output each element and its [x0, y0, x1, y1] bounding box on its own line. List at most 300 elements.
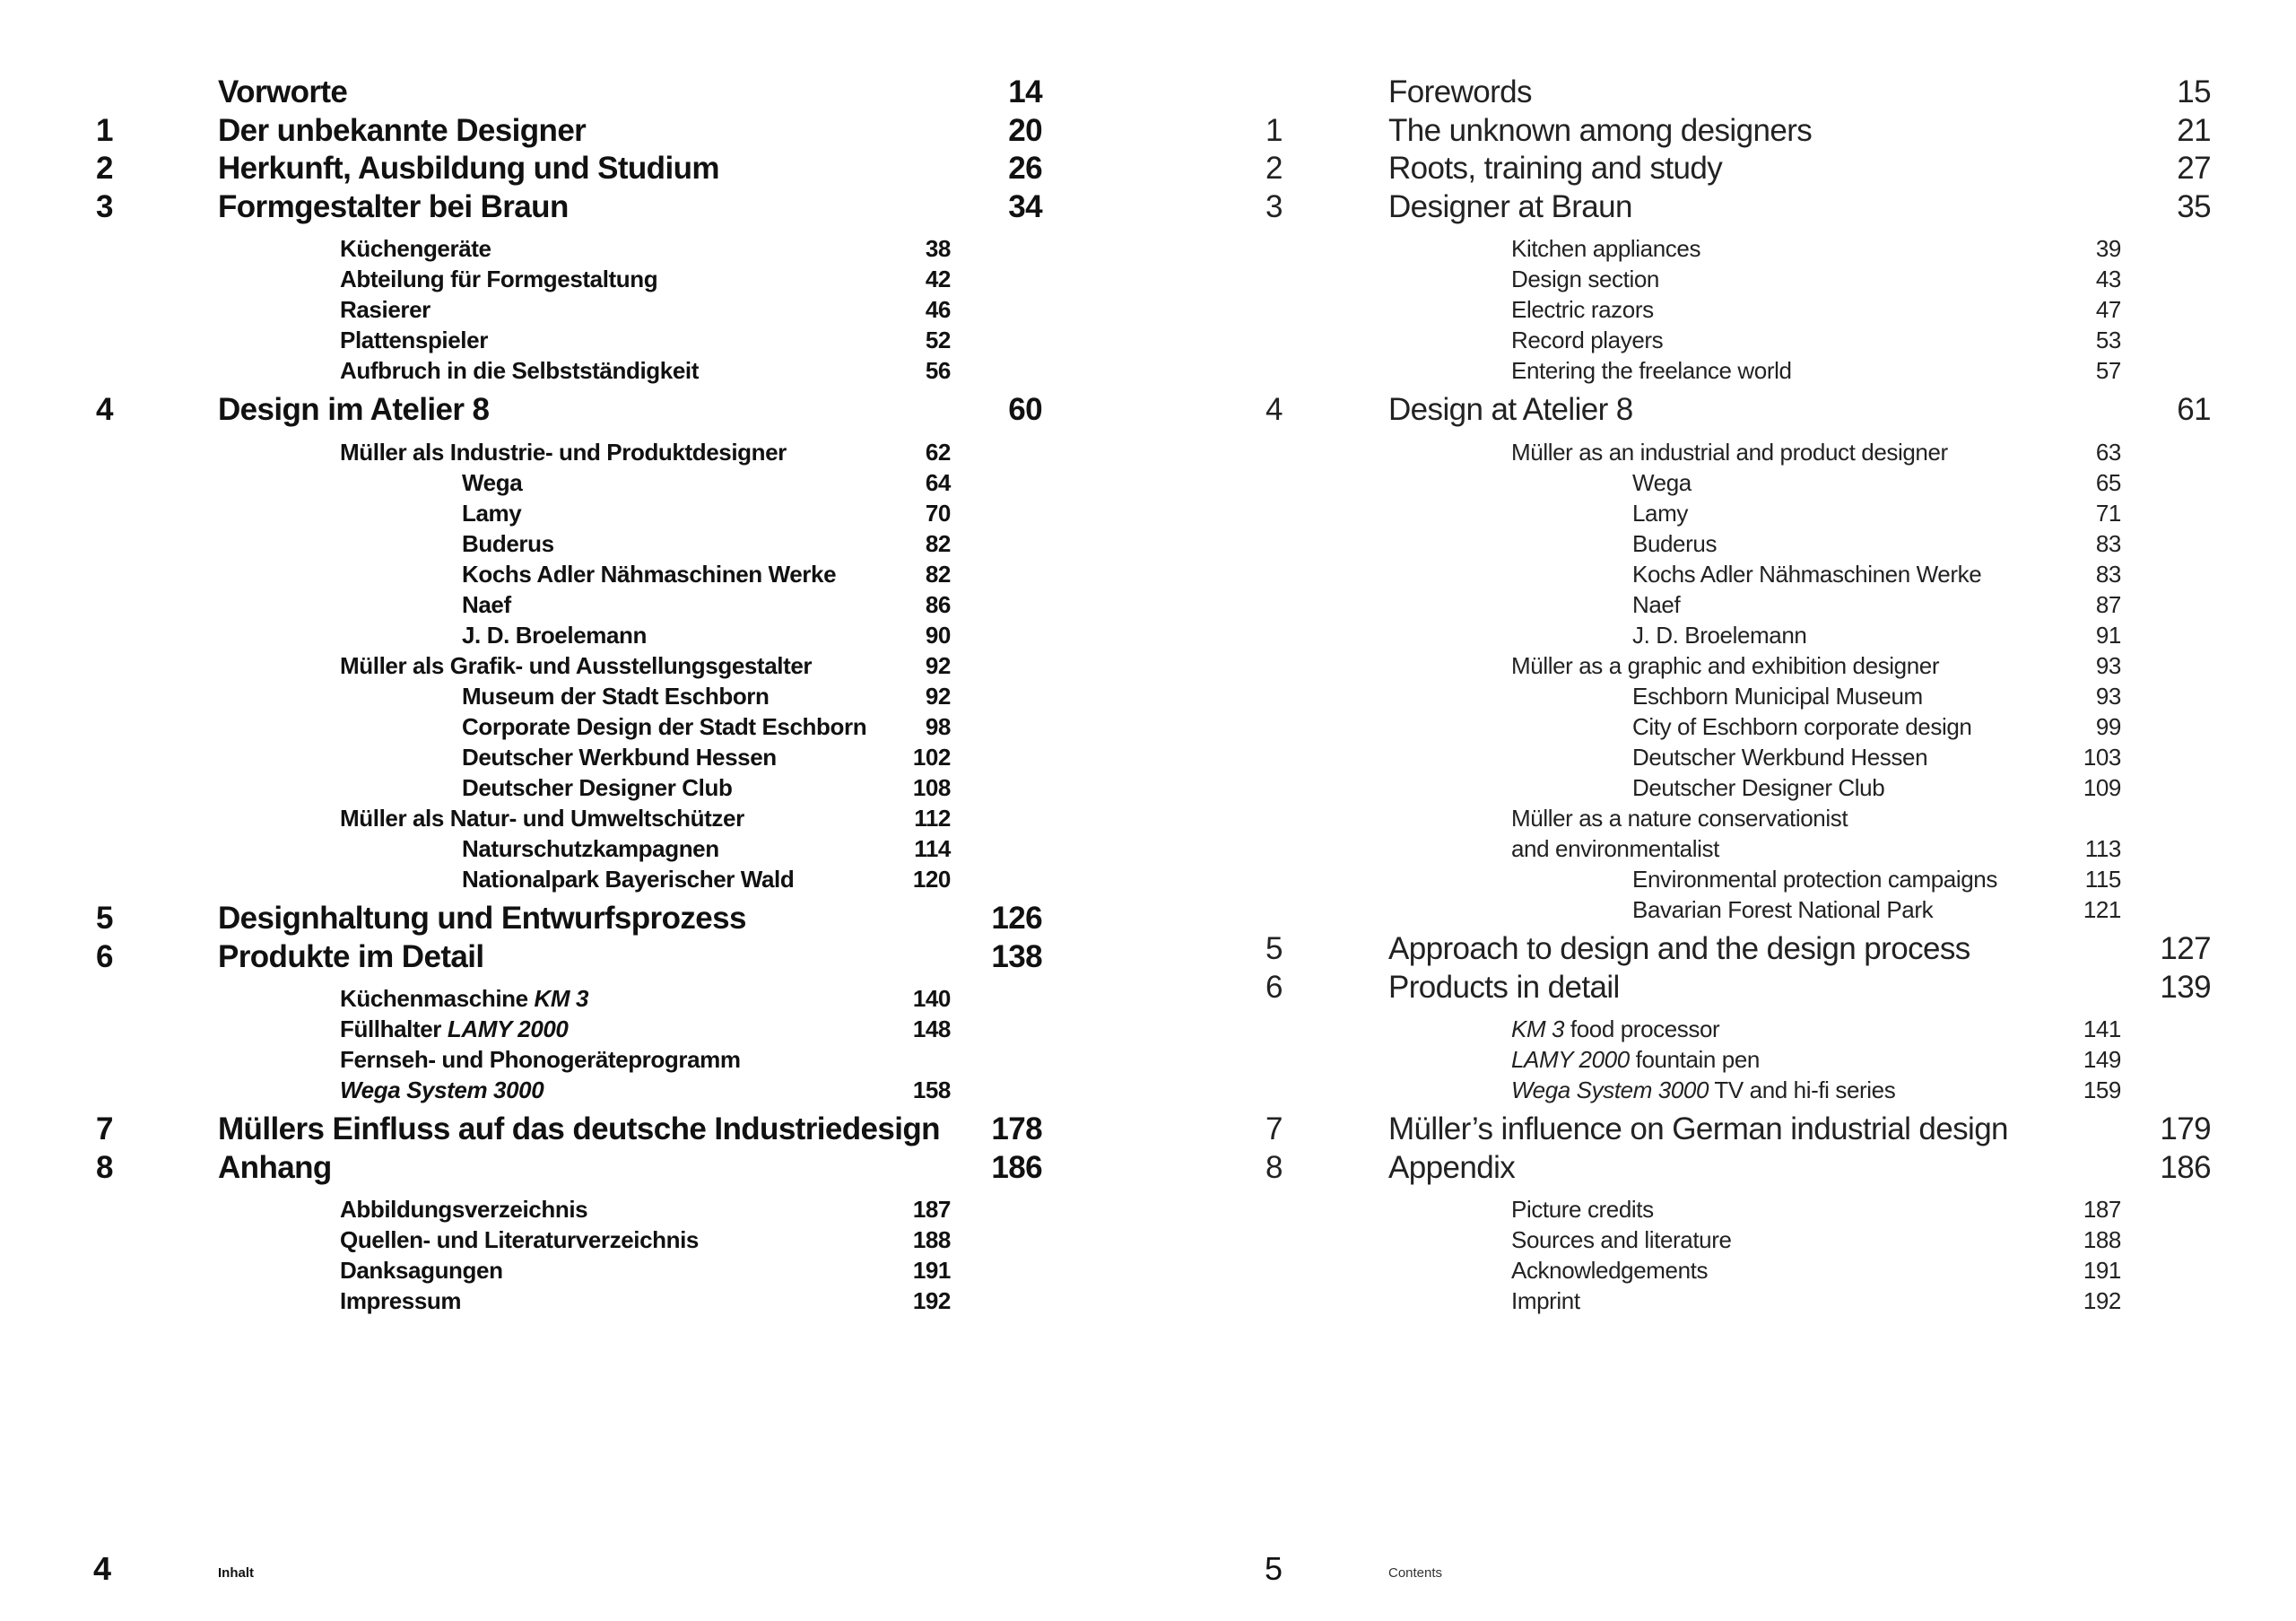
entry-page-number: 57	[2095, 357, 2121, 385]
entry-title-part: Kochs Adler Nähmaschinen Werke	[462, 560, 837, 588]
entry-title-part: Design at Atelier 8	[1388, 392, 1633, 428]
toc-section-entry[interactable]	[1148, 355, 2296, 386]
chapter-number: 2	[1265, 151, 1283, 187]
entry-title-part: Impressum	[340, 1287, 462, 1315]
toc-subsection-entry[interactable]	[1148, 772, 2296, 803]
toc-section-entry[interactable]	[1148, 1224, 2296, 1255]
entry-title-part: Produkte im Detail	[218, 938, 484, 974]
toc-section-entry[interactable]	[0, 1194, 1148, 1224]
entry-title-part: Buderus	[462, 529, 554, 557]
entry-page-number: 52	[925, 327, 951, 354]
entry-page-number: 192	[2083, 1287, 2121, 1315]
toc-subsection-entry[interactable]	[0, 864, 1148, 894]
entry-title	[218, 188, 569, 227]
chapter-number: 8	[1265, 1149, 1283, 1185]
toc-subsection-entry[interactable]	[1148, 620, 2296, 650]
toc-section-entry[interactable]	[0, 233, 1148, 264]
entry-title-part: Abteilung für Formgestaltung	[340, 266, 658, 293]
entry-title-part: Deutscher Werkbund Hessen	[1632, 743, 1928, 771]
running-title: Contents	[1388, 1565, 1443, 1581]
entry-title-part: J. D. Broelemann	[462, 621, 647, 649]
entry-title	[462, 772, 732, 803]
entry-title	[340, 325, 488, 355]
toc-chapter-entry[interactable]	[0, 1149, 1148, 1188]
entry-page-number: 63	[2095, 438, 2121, 466]
chapter-number: 1	[1265, 112, 1283, 148]
entry-page-number: 26	[1008, 151, 1042, 187]
entry-title	[1511, 264, 1659, 294]
toc-subsection-entry[interactable]	[0, 467, 1148, 498]
entry-title-part: Corporate Design der Stadt Eschborn	[462, 712, 867, 740]
entry-title	[1511, 1255, 1708, 1285]
entry-title	[218, 938, 484, 977]
toc-subsection-entry[interactable]	[0, 559, 1148, 589]
toc-subsection-entry[interactable]	[1148, 894, 2296, 925]
toc-chapter-entry[interactable]	[0, 900, 1148, 938]
toc-section-entry[interactable]	[1148, 325, 2296, 355]
entry-title-part: Küchengeräte	[340, 235, 491, 263]
entry-title	[1632, 589, 1680, 620]
toc-subsection-entry[interactable]	[1148, 559, 2296, 589]
entry-title	[462, 833, 719, 864]
entry-title	[218, 74, 347, 112]
entry-title	[340, 1014, 569, 1044]
entry-title-part: Danksagungen	[340, 1257, 503, 1285]
entry-page-number: 108	[912, 773, 951, 801]
entry-title	[218, 391, 489, 430]
entry-title-part: Quellen- und Literaturverzeichnis	[340, 1226, 699, 1254]
entry-title-part: Rasierer	[340, 296, 430, 324]
page-number: 4	[93, 1550, 112, 1587]
toc-subsection-entry[interactable]	[0, 833, 1148, 864]
entry-title-part: Naturschutzkampagnen	[462, 834, 719, 862]
toc-subsection-entry[interactable]	[0, 528, 1148, 559]
entry-page-number: 103	[2083, 743, 2121, 771]
toc-subsection-entry[interactable]	[1148, 711, 2296, 742]
entry-title	[1511, 355, 1792, 386]
entry-title	[340, 264, 657, 294]
entry-page-number: 115	[2084, 865, 2121, 893]
entry-title-part: Naef	[462, 590, 511, 618]
entry-title-part: Deutscher Designer Club	[462, 773, 733, 801]
entry-title	[1632, 864, 1997, 894]
entry-title	[1511, 803, 1848, 833]
toc-subsection-entry[interactable]	[0, 711, 1148, 742]
toc-section-entry[interactable]	[0, 1044, 1148, 1075]
entry-page-number: 141	[2083, 1015, 2121, 1043]
toc-section-entry[interactable]	[0, 1014, 1148, 1044]
entry-title-part: Deutscher Designer Club	[1632, 773, 1885, 801]
toc-chapter-entry[interactable]	[0, 938, 1148, 977]
toc-chapter-entry[interactable]	[1148, 1149, 2296, 1188]
entry-title	[340, 437, 787, 467]
entry-page-number: 83	[2095, 560, 2121, 588]
toc-section-entry[interactable]	[1148, 437, 2296, 467]
entry-page-number: 179	[2160, 1111, 2211, 1147]
entry-page-number: 188	[2083, 1226, 2121, 1254]
entry-page-number: 109	[2083, 773, 2121, 801]
toc-chapter-entry[interactable]	[1148, 74, 2296, 112]
entry-page-number: 83	[2095, 529, 2121, 557]
chapter-number: 6	[1265, 969, 1283, 1005]
entry-title	[1388, 930, 1970, 969]
toc-section-entry[interactable]	[1148, 650, 2296, 681]
entry-title	[1632, 467, 1692, 498]
toc-subsection-entry[interactable]	[1148, 528, 2296, 559]
entry-title-part: Müller als Grafik- und Ausstellungsgestalter	[340, 651, 813, 679]
entry-title-part: Müller as a nature conservationist	[1511, 804, 1848, 832]
entry-page-number: 178	[991, 1111, 1042, 1147]
toc-section-entry[interactable]	[0, 983, 1148, 1014]
entry-title	[462, 864, 794, 894]
entry-title-part: Deutscher Werkbund Hessen	[462, 743, 777, 771]
entry-title-part: Imprint	[1511, 1287, 1580, 1315]
toc-subsection-entry[interactable]	[0, 772, 1148, 803]
entry-page-number: 138	[991, 938, 1042, 974]
entry-page-number: 93	[2095, 651, 2121, 679]
entry-title-part: City of Eschborn corporate design	[1632, 712, 1972, 740]
entry-page-number: 188	[912, 1226, 951, 1254]
entry-title-part: Füllhalter	[340, 1015, 448, 1043]
entry-title	[462, 467, 522, 498]
entry-title	[1511, 294, 1654, 325]
entry-page-number: 60	[1008, 392, 1042, 428]
entry-title-part: Müller as a graphic and exhibition designer	[1511, 651, 1940, 679]
entry-title	[462, 681, 770, 711]
toc-chapter-entry[interactable]	[1148, 188, 2296, 227]
entry-title	[1632, 711, 1971, 742]
entry-page-number: 35	[2177, 188, 2211, 224]
chapter-number: 7	[96, 1111, 113, 1147]
entry-title-part: Anhang	[218, 1149, 332, 1185]
entry-title	[1511, 833, 1719, 864]
entry-title-part: Formgestalter bei Braun	[218, 188, 569, 224]
toc-subsection-entry[interactable]	[0, 498, 1148, 528]
toc-section-entry[interactable]	[1148, 1285, 2296, 1316]
entry-title-part: Herkunft, Ausbildung und Studium	[218, 151, 719, 187]
entry-page-number: 53	[2095, 327, 2121, 354]
toc-section-entry[interactable]	[1148, 233, 2296, 264]
entry-title-italic-part: Wega System 3000	[340, 1076, 544, 1104]
entry-title	[1511, 1224, 1732, 1255]
entry-title	[462, 620, 647, 650]
entry-title	[1511, 1194, 1654, 1224]
entry-title	[340, 1044, 741, 1075]
entry-page-number: 14	[1008, 74, 1042, 109]
toc-chapter-entry[interactable]	[0, 150, 1148, 188]
toc-subsection-entry[interactable]	[1148, 742, 2296, 772]
running-title: Inhalt	[218, 1565, 254, 1581]
entry-page-number: 65	[2095, 468, 2121, 496]
entry-title-part: Environmental protection campaigns	[1632, 865, 1997, 893]
entry-page-number: 158	[912, 1076, 951, 1104]
entry-title	[340, 803, 744, 833]
entry-title-part: food processor	[1564, 1015, 1720, 1043]
entry-title-part: Picture credits	[1511, 1196, 1654, 1224]
entry-title-italic-part: LAMY 2000	[1511, 1046, 1630, 1074]
entry-title	[1388, 74, 1532, 112]
toc-subsection-entry[interactable]	[0, 589, 1148, 620]
entry-title	[1511, 1014, 1719, 1044]
entry-page-number: 38	[925, 235, 951, 263]
toc-section-entry[interactable]	[0, 803, 1148, 833]
entry-title-part: Approach to design and the design process	[1388, 930, 1970, 966]
entry-title-part: Record players	[1511, 327, 1664, 354]
entry-page-number: 159	[2083, 1076, 2121, 1104]
entry-title-part: Roots, training and study	[1388, 151, 1723, 187]
entry-title	[340, 1194, 587, 1224]
entry-title	[1388, 391, 1633, 430]
entry-title-part: Bavarian Forest National Park	[1632, 895, 1934, 923]
toc-chapter-entry[interactable]	[1148, 930, 2296, 969]
toc-chapter-entry[interactable]	[1148, 969, 2296, 1007]
entry-page-number: 91	[2095, 621, 2121, 649]
entry-title	[1511, 325, 1663, 355]
toc-section-entry[interactable]	[0, 1075, 1148, 1105]
entry-page-number: 15	[2177, 74, 2211, 109]
entry-page-number: 139	[2160, 969, 2211, 1005]
chapter-number: 5	[96, 900, 113, 936]
entry-title-part: Designer at Braun	[1388, 188, 1632, 224]
entry-title-part: Acknowledgements	[1511, 1257, 1709, 1285]
entry-page-number: 61	[2177, 392, 2211, 428]
entry-page-number: 140	[912, 985, 951, 1013]
entry-page-number: 187	[912, 1196, 951, 1224]
toc-section-entry[interactable]	[0, 355, 1148, 386]
entry-title-part: fountain pen	[1629, 1046, 1760, 1074]
entry-page-number: 82	[925, 560, 951, 588]
entry-title-part: Müller als Natur- und Umweltschützer	[340, 804, 744, 832]
entry-title-part: Forewords	[1388, 74, 1532, 109]
toc-chapter-entry[interactable]	[0, 391, 1148, 430]
entry-page-number: 86	[925, 590, 951, 618]
entry-title-part: Nationalpark Bayerischer Wald	[462, 865, 795, 893]
toc-section-entry[interactable]	[0, 294, 1148, 325]
chapter-number: 8	[96, 1149, 113, 1185]
entry-title	[1632, 559, 1981, 589]
toc-section-entry[interactable]	[1148, 1044, 2296, 1075]
toc-page-english	[1148, 74, 2296, 1599]
toc-section-entry[interactable]	[1148, 803, 2296, 833]
entry-title-part: The unknown among designers	[1388, 112, 1813, 148]
entry-title-italic-part: LAMY 2000	[447, 1015, 569, 1043]
entry-page-number: 62	[925, 438, 951, 466]
entry-title	[1632, 498, 1688, 528]
entry-title-italic-part: Wega System 3000	[1511, 1076, 1709, 1104]
entry-title	[218, 1149, 332, 1188]
toc-chapter-entry[interactable]	[1148, 1111, 2296, 1149]
entry-page-number: 39	[2095, 235, 2121, 263]
toc-subsection-entry[interactable]	[1148, 681, 2296, 711]
entry-title	[340, 1075, 544, 1105]
entry-title-part: Der unbekannte Designer	[218, 112, 587, 148]
toc-section-entry[interactable]	[1148, 1255, 2296, 1285]
toc-subsection-entry[interactable]	[0, 742, 1148, 772]
entry-page-number: 98	[925, 712, 951, 740]
toc-section-entry[interactable]	[1148, 1194, 2296, 1224]
page-number: 5	[1265, 1550, 1283, 1587]
entry-title	[1388, 1111, 2008, 1149]
entry-title	[1388, 150, 1722, 188]
page-footer-right	[0, 1547, 2296, 1591]
entry-page-number: 186	[991, 1149, 1042, 1185]
toc-section-entry[interactable]	[0, 1255, 1148, 1285]
chapter-number: 4	[96, 392, 113, 428]
entry-page-number: 82	[925, 529, 951, 557]
toc-subsection-entry[interactable]	[0, 681, 1148, 711]
chapter-number: 5	[1265, 930, 1283, 966]
entry-page-number: 43	[2095, 266, 2121, 293]
entry-page-number: 102	[912, 743, 951, 771]
entry-page-number: 56	[925, 357, 951, 385]
toc-subsection-entry[interactable]	[1148, 589, 2296, 620]
toc-section-entry[interactable]	[1148, 1075, 2296, 1105]
entry-title-part: Aufbruch in die Selbstständigkeit	[340, 357, 699, 385]
entry-page-number: 127	[2160, 930, 2211, 966]
entry-page-number: 192	[912, 1287, 951, 1315]
entry-page-number: 64	[925, 468, 951, 496]
entry-title-part: Museum der Stadt Eschborn	[462, 682, 770, 710]
entry-title	[340, 1224, 699, 1255]
toc-subsection-entry[interactable]	[1148, 498, 2296, 528]
chapter-number: 2	[96, 151, 113, 187]
entry-title	[218, 112, 586, 151]
entry-title-part: J. D. Broelemann	[1632, 621, 1807, 649]
entry-title-part: Müller as an industrial and product designer	[1511, 438, 1948, 466]
entry-page-number: 126	[991, 900, 1042, 936]
entry-title	[1632, 620, 1806, 650]
entry-title	[1388, 112, 1812, 151]
entry-title-part: Entering the freelance world	[1511, 357, 1792, 385]
entry-title-part: Designhaltung und Entwurfsprozess	[218, 900, 746, 936]
entry-title	[340, 294, 430, 325]
toc-section-entry[interactable]	[0, 264, 1148, 294]
chapter-number: 1	[96, 112, 113, 148]
entry-title-part: Sources and literature	[1511, 1226, 1732, 1254]
toc-section-entry[interactable]	[0, 437, 1148, 467]
entry-title-part: Abbildungsverzeichnis	[340, 1196, 588, 1224]
entry-page-number: 187	[2083, 1196, 2121, 1224]
entry-page-number: 70	[925, 499, 951, 527]
entry-page-number: 191	[2083, 1257, 2121, 1285]
toc-section-entry[interactable]	[0, 650, 1148, 681]
entry-page-number: 149	[2083, 1046, 2121, 1074]
toc-chapter-entry[interactable]	[1148, 150, 2296, 188]
entry-title-part: Plattenspieler	[340, 327, 488, 354]
entry-page-number: 90	[925, 621, 951, 649]
toc-subsection-entry[interactable]	[0, 620, 1148, 650]
entry-title-part: Müller’s influence on German industrial design	[1388, 1111, 2008, 1147]
toc-section-entry[interactable]	[1148, 294, 2296, 325]
entry-title	[462, 711, 866, 742]
toc-chapter-entry[interactable]	[1148, 112, 2296, 151]
entry-title-part: Electric razors	[1511, 296, 1654, 324]
entry-title	[462, 742, 777, 772]
chapter-number: 3	[96, 188, 113, 224]
entry-page-number: 114	[914, 834, 951, 862]
entry-title	[340, 650, 812, 681]
toc-section-entry[interactable]	[1148, 833, 2296, 864]
entry-page-number: 47	[2095, 296, 2121, 324]
entry-title	[1388, 188, 1632, 227]
entry-title-part: TV and hi-fi series	[1709, 1076, 1896, 1104]
entry-page-number: 92	[925, 682, 951, 710]
toc-chapter-entry[interactable]	[0, 188, 1148, 227]
toc-section-entry[interactable]	[1148, 264, 2296, 294]
entry-title	[462, 498, 521, 528]
entry-title	[1632, 681, 1923, 711]
entry-page-number: 93	[2095, 682, 2121, 710]
toc-section-entry[interactable]	[0, 1224, 1148, 1255]
entry-title	[218, 1111, 940, 1149]
entry-page-number: 34	[1008, 188, 1042, 224]
entry-title	[1511, 1075, 1895, 1105]
entry-title	[1388, 969, 1620, 1007]
entry-page-number: 27	[2177, 151, 2211, 187]
entry-title	[1511, 233, 1700, 264]
entry-page-number: 191	[912, 1257, 951, 1285]
toc-chapter-entry[interactable]	[0, 1111, 1148, 1149]
entry-title-part: Wega	[462, 468, 523, 496]
entry-page-number: 20	[1008, 112, 1042, 148]
toc-subsection-entry[interactable]	[1148, 467, 2296, 498]
toc-chapter-entry[interactable]	[0, 74, 1148, 112]
toc-section-entry[interactable]	[0, 325, 1148, 355]
entry-page-number: 186	[2160, 1149, 2211, 1185]
entry-title	[1388, 1149, 1515, 1188]
entry-title-part: Müller als Industrie- und Produktdesigner	[340, 438, 787, 466]
entry-page-number: 71	[2095, 499, 2121, 527]
entry-title-part: Fernseh- und Phonogeräteprogramm	[340, 1046, 741, 1074]
entry-title	[1511, 1044, 1760, 1075]
entry-title	[462, 589, 511, 620]
entry-page-number: 21	[2177, 112, 2211, 148]
entry-title-part: Appendix	[1388, 1149, 1516, 1185]
entry-title	[340, 233, 491, 264]
entry-title-part: Design section	[1511, 266, 1659, 293]
entry-title	[1632, 742, 1927, 772]
entry-title	[218, 900, 746, 938]
chapter-number: 4	[1265, 392, 1283, 428]
entry-page-number: 99	[2095, 712, 2121, 740]
entry-page-number: 92	[925, 651, 951, 679]
toc-section-entry[interactable]	[1148, 1014, 2296, 1044]
entry-title-part: Lamy	[462, 499, 522, 527]
toc-page-german	[0, 74, 1148, 1599]
entry-title-part: Kochs Adler Nähmaschinen Werke	[1632, 560, 1982, 588]
toc-chapter-entry[interactable]	[1148, 391, 2296, 430]
toc-subsection-entry[interactable]	[1148, 864, 2296, 894]
entry-title	[1511, 437, 1948, 467]
entry-title	[218, 150, 719, 188]
entry-title-italic-part: KM 3	[534, 985, 589, 1013]
entry-title-part: Wega	[1632, 468, 1692, 496]
toc-section-entry[interactable]	[0, 1285, 1148, 1316]
entry-page-number: 113	[2084, 834, 2121, 862]
entry-title-part: Müllers Einfluss auf das deutsche Industriedesign	[218, 1111, 940, 1147]
entry-page-number: 112	[914, 804, 951, 832]
entry-title	[1632, 772, 1884, 803]
entry-page-number: 148	[912, 1015, 951, 1043]
entry-title	[1632, 894, 1933, 925]
entry-title-part: Buderus	[1632, 529, 1718, 557]
entry-page-number: 42	[925, 266, 951, 293]
entry-page-number: 87	[2095, 590, 2121, 618]
entry-page-number: 120	[912, 865, 951, 893]
entry-title-part: Eschborn Municipal Museum	[1632, 682, 1923, 710]
toc-chapter-entry[interactable]	[0, 112, 1148, 151]
entry-title-part: and environmentalist	[1511, 834, 1719, 862]
